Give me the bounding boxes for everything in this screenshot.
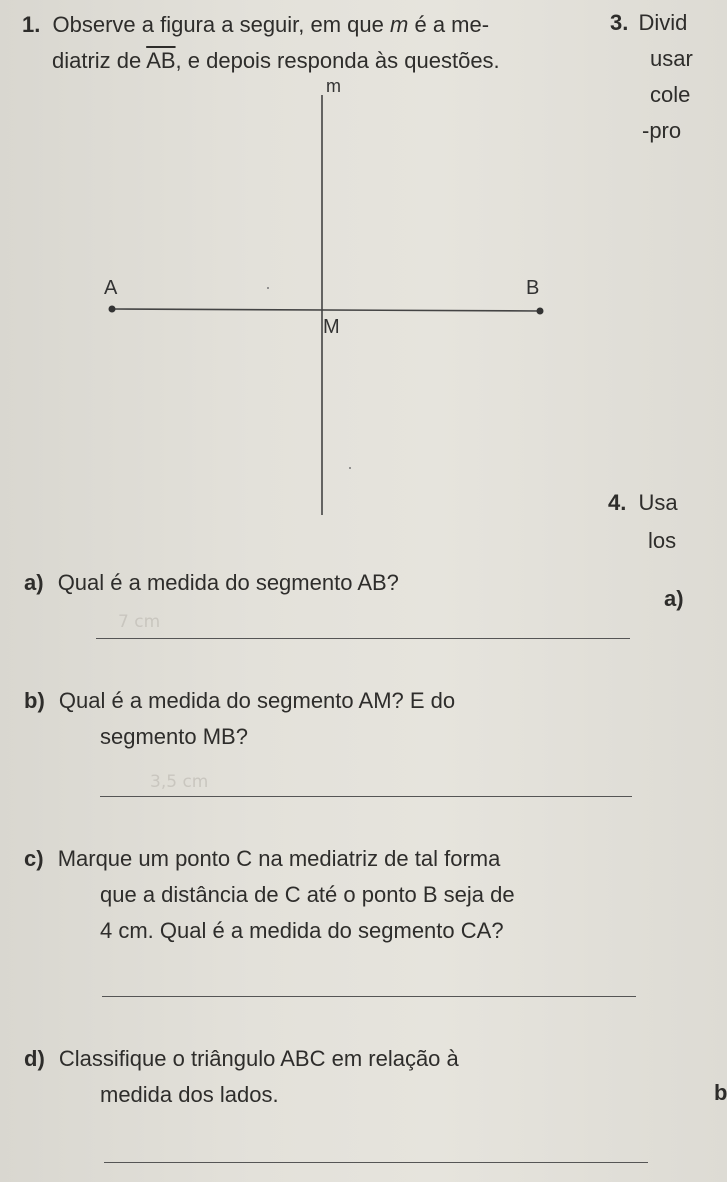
point-a xyxy=(109,306,116,313)
item-b-answer: 3,5 cm xyxy=(150,772,209,792)
q3-number: 3. xyxy=(610,10,629,35)
item-d-letter: d) xyxy=(24,1046,45,1071)
item-c-answer-line[interactable] xyxy=(102,996,636,997)
q1-segment-ab: $\overline{AB}$ xyxy=(146,48,176,73)
item-d-answer-line[interactable] xyxy=(104,1162,648,1163)
tiny-dot-2 xyxy=(349,467,351,469)
segment-ab-line xyxy=(112,309,540,311)
q4-item-b: b xyxy=(714,1080,727,1105)
item-d-text1: Classifique o triângulo ABC em relação à xyxy=(58,1046,459,1071)
item-a-answer: 7 cm xyxy=(118,612,161,632)
q4-item-a: a) xyxy=(664,586,684,611)
item-b-line2: segmento MB? xyxy=(100,724,248,749)
item-d-line2: medida dos lados. xyxy=(100,1082,279,1107)
q1-number: 1. xyxy=(22,12,41,37)
item-b-text1: Qual é a medida do segmento AM? E do xyxy=(58,688,456,713)
item-c-text1: Marque um ponto C na mediatriz de tal forma xyxy=(57,846,501,871)
q1-text-a: Observe a figura a seguir, em que xyxy=(52,12,384,37)
q1-text-b: é a me- xyxy=(414,12,490,37)
q3-word3: cole xyxy=(650,82,691,107)
q4-word1: Usa xyxy=(638,490,678,515)
q4-word2: los xyxy=(648,528,677,553)
q3-word1: Divid xyxy=(638,10,688,35)
item-b-line1 xyxy=(24,686,455,716)
item-a-line1 xyxy=(24,568,399,598)
item-c-letter: c) xyxy=(24,846,44,871)
item-c-line2: que a distância de C até o ponto B seja de xyxy=(100,882,515,907)
label-m: m xyxy=(326,76,341,96)
item-d-line1 xyxy=(24,1044,459,1074)
tiny-dot-1 xyxy=(267,287,269,289)
mediatrix-figure xyxy=(0,0,726,520)
item-b-letter: b) xyxy=(24,688,45,713)
q3-word2: usar xyxy=(650,46,693,71)
item-a-text: Qual é a medida do segmento AB? xyxy=(57,570,399,595)
item-a-letter: a) xyxy=(24,570,44,595)
q1-line2-a: diatriz de xyxy=(52,48,142,73)
item-a-answer-line[interactable] xyxy=(96,638,630,639)
label-midpoint-m: M xyxy=(323,316,340,338)
q3-word4: -pro xyxy=(642,118,682,143)
q3-line1 xyxy=(610,10,687,36)
q4-number: 4. xyxy=(608,490,627,515)
label-b: B xyxy=(526,277,540,299)
label-a: A xyxy=(104,277,118,299)
item-c-line3: 4 cm. Qual é a medida do segmento CA? xyxy=(100,918,504,943)
point-b xyxy=(537,308,544,315)
q1-text-m: m xyxy=(390,12,409,37)
q4-line1 xyxy=(608,490,678,516)
q1-line2-b: , e depois responda às questões. xyxy=(175,48,500,73)
item-c-line1 xyxy=(24,844,500,874)
item-b-answer-line[interactable] xyxy=(100,796,632,797)
